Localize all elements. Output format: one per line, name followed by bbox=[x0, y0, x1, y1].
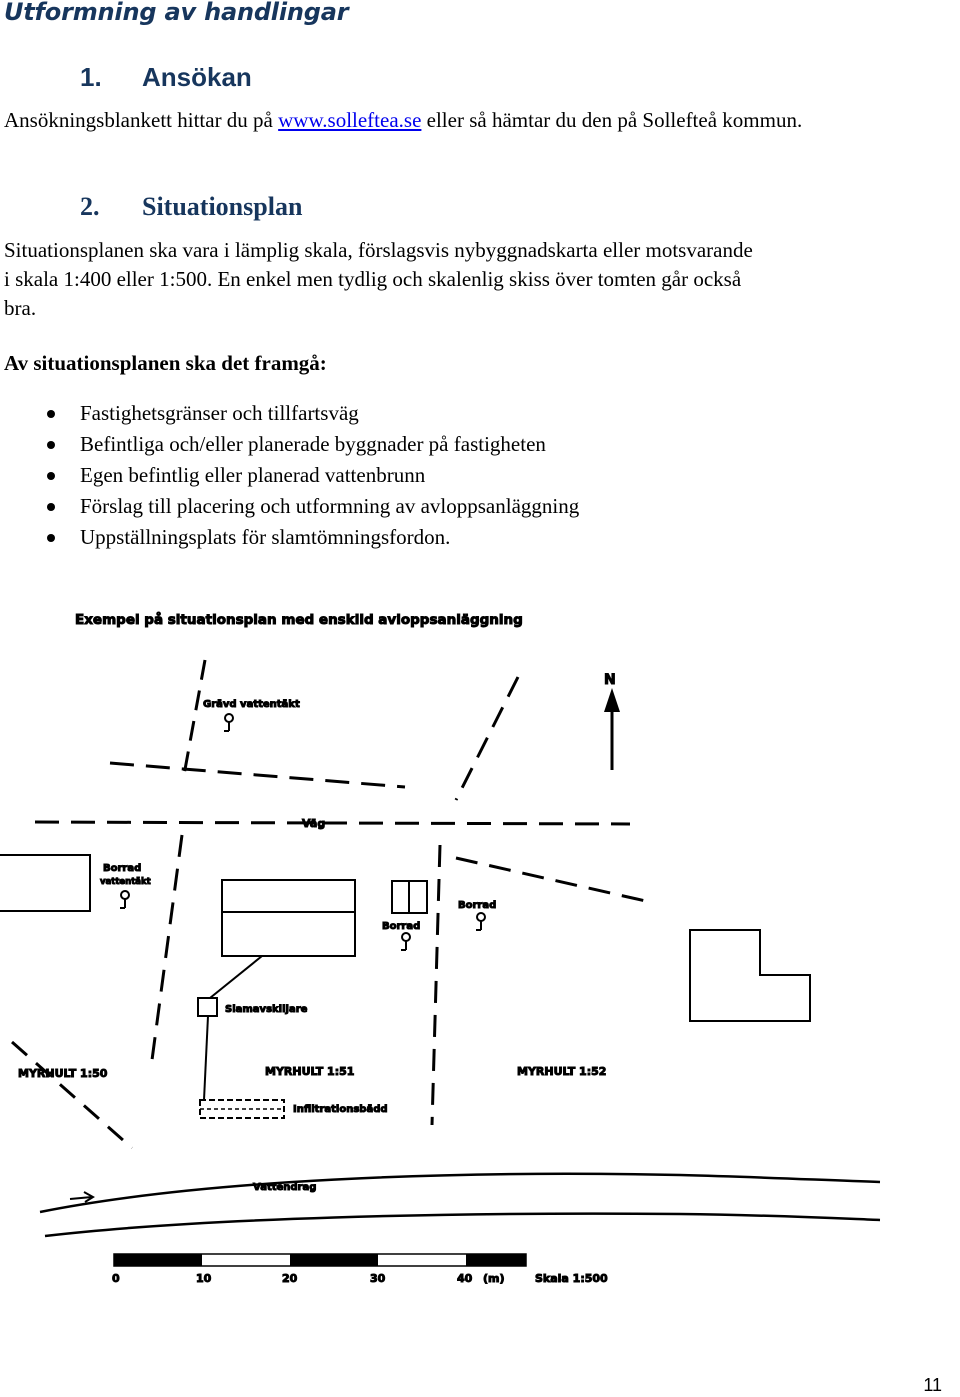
bullet-icon bbox=[47, 534, 55, 542]
list-item: Befintliga och/eller planerade byggnader på fastigheten bbox=[0, 429, 579, 460]
well-icon bbox=[402, 933, 410, 941]
boundary-line bbox=[456, 677, 518, 800]
list-item: Fastighetsgränser och tillfartsväg bbox=[0, 398, 579, 429]
figure-title: Exempel på situationsplan med enskild avloppsanläggning bbox=[75, 612, 523, 628]
list-item: Uppställningsplats för slamtömningsfordon. bbox=[0, 522, 579, 553]
well-icon bbox=[477, 913, 485, 921]
building-left bbox=[0, 855, 90, 911]
sewer-pipe bbox=[204, 1016, 208, 1100]
infiltration-label: Infiltrationsbädd bbox=[293, 1104, 388, 1115]
site-plan-figure bbox=[0, 595, 960, 1295]
paragraph-line: i skala 1:400 eller 1:500. En enkel men tydlig och skalenlig skiss över tomten går också bbox=[4, 267, 742, 291]
bullet-icon bbox=[47, 441, 55, 449]
section-number: 1. bbox=[80, 62, 102, 92]
scale-tick-label: 30 bbox=[370, 1272, 386, 1285]
section-number: 2. bbox=[80, 192, 100, 221]
north-arrow-icon bbox=[604, 688, 620, 712]
property-boundary bbox=[432, 845, 440, 1125]
scale-tick-label: 40 bbox=[457, 1272, 473, 1285]
road-line bbox=[35, 822, 630, 824]
sewer-pipe bbox=[210, 956, 262, 998]
scale-tick-label: 20 bbox=[282, 1272, 298, 1285]
property-boundary bbox=[12, 1042, 132, 1148]
boundary-line bbox=[184, 660, 205, 775]
dug-well-label: Grävd vattentäkt bbox=[203, 699, 300, 710]
scale-tick-label: (m) bbox=[483, 1272, 505, 1285]
building-right bbox=[690, 930, 810, 1021]
list-item: Förslag till placering och utformning av avloppsanläggning bbox=[0, 491, 579, 522]
page-number: 11 bbox=[923, 1375, 942, 1395]
drilled-well-left-label: Borrad bbox=[103, 863, 142, 874]
septic-tank-icon bbox=[198, 998, 217, 1016]
septic-tank-label: Slamavskiljare bbox=[225, 1004, 308, 1015]
scale-bar-segment bbox=[466, 1254, 526, 1266]
drilled-well-left-label: vattentäkt bbox=[100, 877, 151, 887]
scale-bar-segment bbox=[290, 1254, 378, 1266]
stream-upper-bank bbox=[40, 1174, 880, 1212]
drilled-center-label: Borrad bbox=[382, 921, 421, 932]
boundary-line bbox=[110, 763, 405, 787]
situationsplan-paragraph bbox=[4, 236, 944, 323]
plot-label-myrhult-1-52: MYRHULT 1:52 bbox=[517, 1065, 607, 1078]
paragraph-text: eller så hämtar du den på Sollefteå kommun. bbox=[421, 108, 803, 132]
application-paragraph bbox=[4, 106, 944, 135]
scale-tick-label: 10 bbox=[196, 1272, 212, 1285]
property-boundary bbox=[152, 835, 182, 1060]
bullet-icon bbox=[47, 472, 55, 480]
scale-tick-label: 0 bbox=[112, 1272, 120, 1285]
paragraph-line: Situationsplanen ska vara i lämplig skala, förslagsvis nybyggnadskarta eller motsvarande bbox=[4, 238, 753, 262]
scale-bar-segment bbox=[114, 1254, 202, 1266]
house-main bbox=[222, 880, 355, 956]
requirements-list bbox=[0, 398, 579, 553]
property-boundary bbox=[456, 858, 650, 902]
road-label: Väg bbox=[302, 817, 326, 830]
plot-label-myrhult-1-51: MYRHULT 1:51 bbox=[265, 1065, 355, 1078]
bullet-icon bbox=[47, 410, 55, 418]
page-title: Utformning av handlingar bbox=[4, 0, 349, 26]
section-heading-ansokan bbox=[80, 62, 252, 93]
plot-label-myrhult-1-50: MYRHULT 1:50 bbox=[18, 1067, 108, 1080]
solleftea-link[interactable]: www.solleftea.se bbox=[278, 108, 422, 132]
well-icon bbox=[121, 891, 129, 899]
section-title: Situationsplan bbox=[142, 192, 303, 221]
well-icon bbox=[225, 714, 233, 722]
section-heading-situationsplan bbox=[80, 192, 302, 222]
stream-lower-bank bbox=[45, 1214, 880, 1236]
list-item: Egen befintlig eller planerad vattenbrunn bbox=[0, 460, 579, 491]
bullet-icon bbox=[47, 503, 55, 511]
paragraph-text: Ansökningsblankett hittar du på bbox=[4, 108, 279, 132]
north-label: N bbox=[604, 672, 616, 688]
section-title: Ansökan bbox=[142, 62, 252, 92]
requirements-subheading: Av situationsplanen ska det framgå: bbox=[4, 351, 327, 375]
stream-label: Vattendrag bbox=[253, 1182, 317, 1193]
scale-label: Skala 1:500 bbox=[535, 1272, 608, 1285]
drilled-right-label: Borrad bbox=[458, 900, 497, 911]
paragraph-line: bra. bbox=[4, 296, 37, 320]
